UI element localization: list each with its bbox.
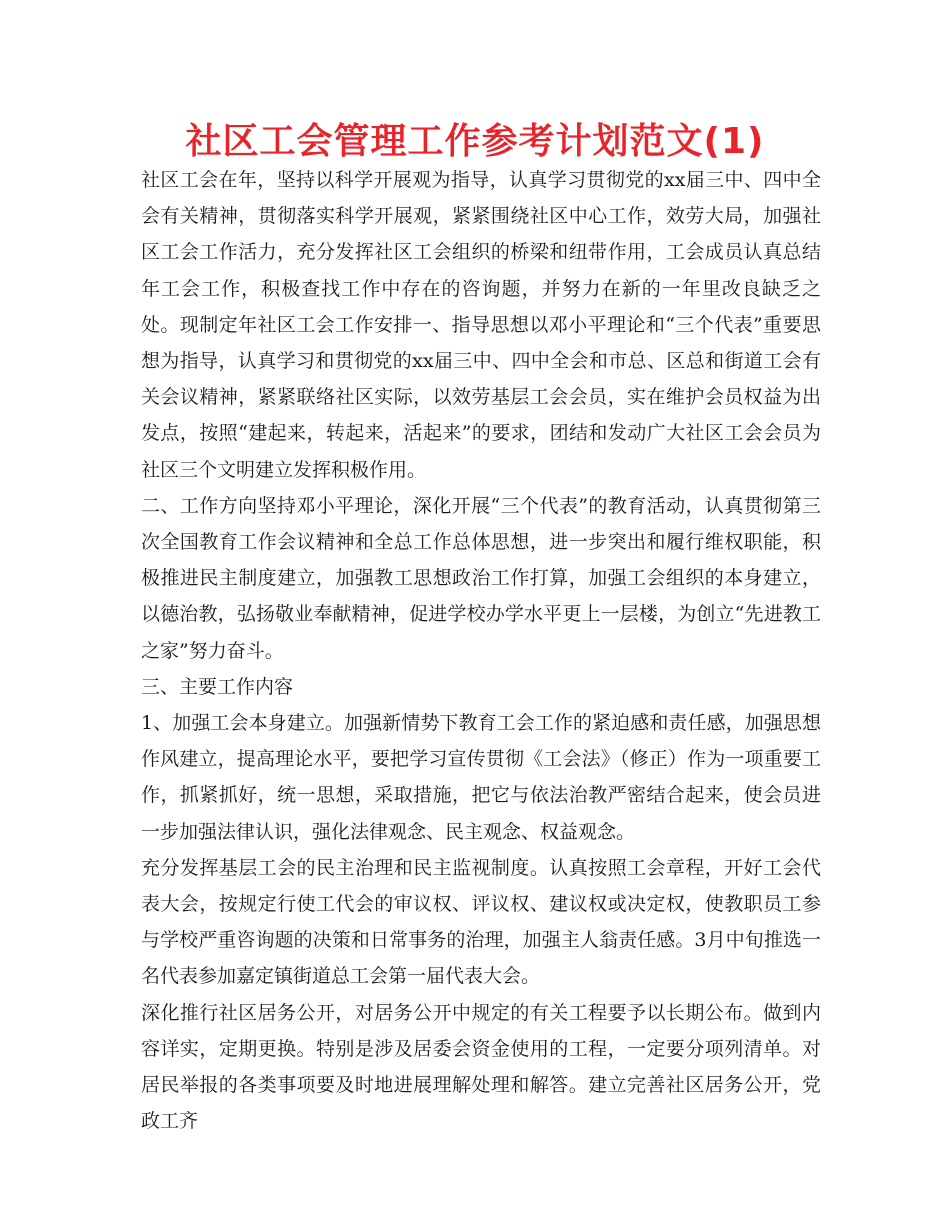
heading-main-content: 三、主要工作内容 xyxy=(141,675,294,698)
document-title: 社区工会管理工作参考计划范文(1) xyxy=(185,121,765,162)
paragraph-self-building: 1、加强工会本身建立。加强新情势下教育工会工作的紧迫感和责任感，加强思想作风建立，提高理论水平，要把学习宣传贯彻《工会法》（修正）作为一项重要工作，抓紧抓好，统一思想，采取措施，把它与依法治教严密结合起来，使会员进一步加强法律认识，强化法律观念、民主观念、权益观念。 xyxy=(141,712,821,843)
document-body xyxy=(141,162,821,1139)
paragraph-intro: 社区工会在年，坚持以科学开展观为指导，认真学习贯彻党的xx届三中、四中全会有关精神，贯彻落实科学开展观，紧紧围绕社区中心工作，效劳大局，加强社区工会工作活力，充分发挥社区工会组织的桥梁和纽带作用，工会成员认真总结年工会工作，积极查找工作中存在的咨询题，并努力在新的一年里改良缺乏之处。现制定年社区工会工作安排一、指导思想以邓小平理论和“三个代表”重要思想为指导，认真学习和贯彻党的xx届三中、四中全会和市总、区总和街道工会有关会议精神，紧紧联络社区实际，以效劳基层工会会员，实在维护会员权益为出发点，按照“建起来，转起来，活起来”的要求，团结和发动广大社区工会会员为社区三个文明建立发挥积极作用。 xyxy=(141,169,821,481)
paragraph-affairs-disclosure: 深化推行社区居务公开，对居务公开中规定的有关工程要予以长期公布。做到内容详实，定期更换。特别是涉及居委会资金使用的工程，一定要分项列清单。对居民举报的各类事项要及时地进展理解处理和解答。建立完善社区居务公开，党政工齐 xyxy=(141,1001,821,1133)
paragraph-democratic-management: 充分发挥基层工会的民主治理和民主监视制度。认真按照工会章程，开好工会代表大会，按规定行使工代会的审议权、评议权、建议权或决定权，使教职员工参与学校严重咨询题的决策和日常事务的治理，加强主人翁责任感。3月中旬推选一名代表参加嘉定镇街道总工会第一届代表大会。 xyxy=(141,856,821,988)
paragraph-work-direction: 二、工作方向坚持邓小平理论，深化开展“三个代表”的教育活动，认真贯彻第三次全国教育工作会议精神和全总工作总体思想，进一步突出和履行维权职能，积极推进民主制度建立，加强教工思想政治工作打算，加强工会组织的本身建立，以德治教，弘扬敬业奉献精神，促进学校办学水平更上一层楼，为创立“先进教工之家”努力奋斗。 xyxy=(141,494,821,662)
